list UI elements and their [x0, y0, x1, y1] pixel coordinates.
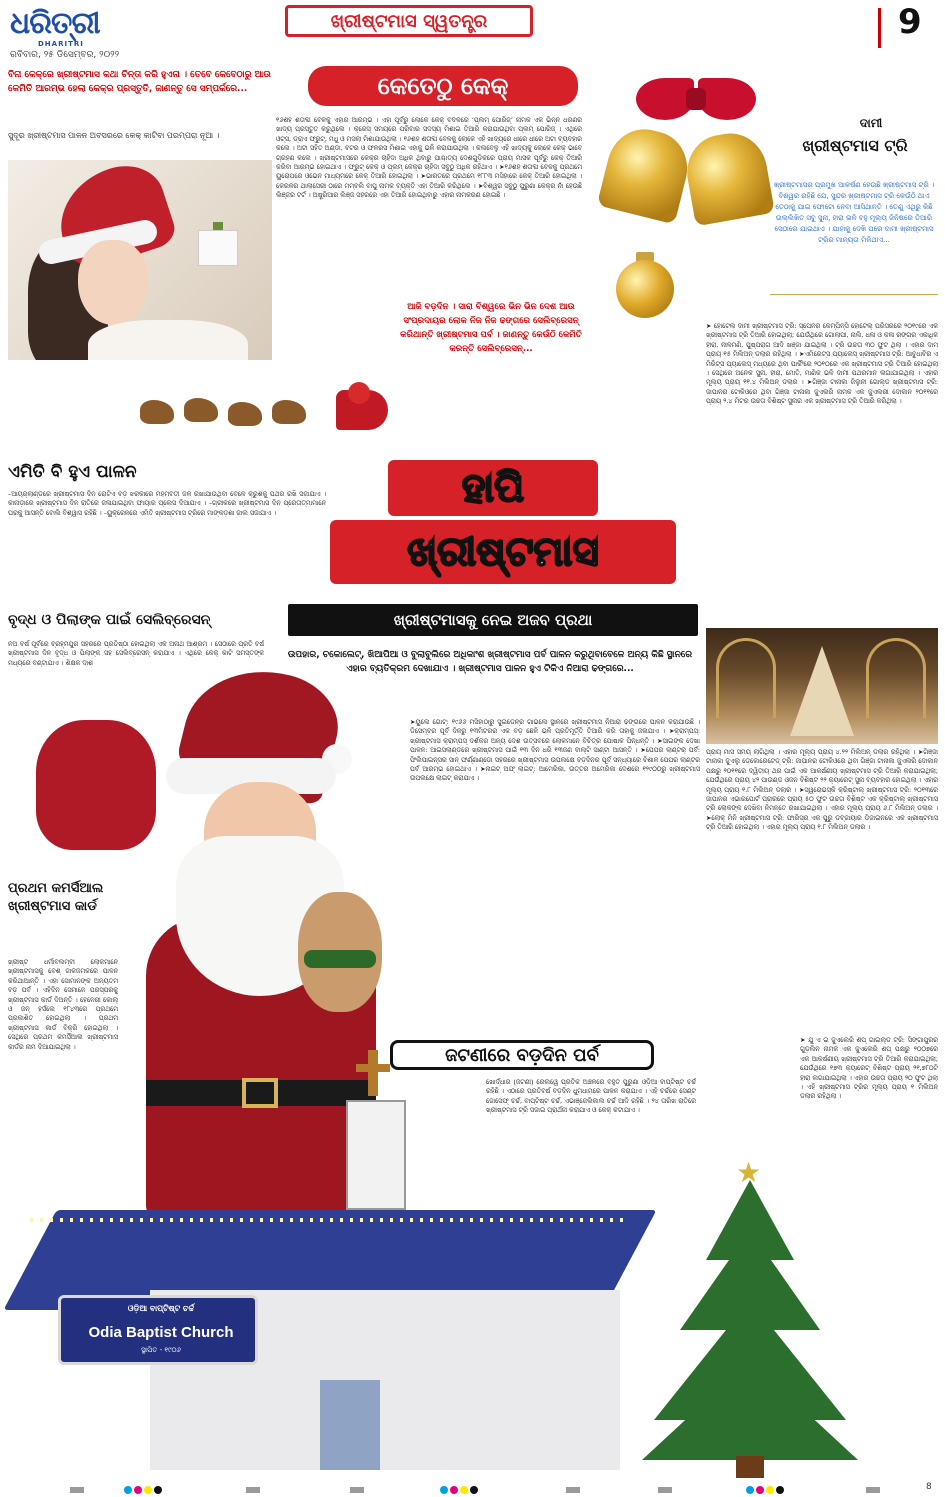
church-signboard	[58, 1295, 258, 1365]
masthead	[0, 0, 945, 64]
first-card-text: ଖ୍ରୀଷ୍ଟ ଧର୍ମାବଲମ୍ବୀ ଲୋକମାନେ ଖ୍ରୀଷ୍ଟମାସକୁ ବେଶ୍ ଜାକଜମକରେ ପାଳନ କରିଥାଆନ୍ତି । ଏହା ସୋମାନଙ୍କ ଅନ୍ୟତମ ବଡ଼ ପର୍ବ । ଏହିଦିନ ସେମାନେ ପରସ୍ପରକୁ ଖ୍ରୀଷ୍ଟମାସ କାର୍ଡ ଦିଅନ୍ତି । ହେନେରୀ କୋଲ୍ ଓ ଜନ୍ ହର୍ସଲେ ୧୮୪୩ରେ ପ୍ରଥମେ ପ୍ରକାଶିତ ହୋଇଥିଲା । ପ୍ରଥମ ଖ୍ରୀଷ୍ଟମାସ କାର୍ଡ ବିକ୍ରି ହୋଇଥିଲା । ସେଥିରେ ପ୍ରଥମ କମର୍ସିଆଲ ଖ୍ରୀଷ୍ଟମାସ କାର୍ଡର ନାମ ଦିଆଯାଇଥିଲା ।	[8, 958, 118, 1051]
church-sign-bottom: ସ୍ଥାପିତ - ୧୯୦୬	[141, 1346, 181, 1354]
section-banner: ଖ୍ରୀଷ୍ଟମାସ ସ୍ୱତନ୍ତ୍ର	[285, 5, 533, 37]
page-rule	[878, 8, 881, 48]
cake-intro-body: ସୁଦୂର ଖ୍ରୀଷ୍ଟମାସ ପାଳନ ଅବସରରେ କେକ୍ କାଟିବା ପରମ୍ପରା ନୂଆ ।	[8, 131, 220, 140]
cake-intro: ବିନା କେକ୍‌ରେ ଖ୍ରୀଷ୍ଟମାସ କଥା ଚିନ୍ତା କରି ହୁଏନା । ତେବେ କେବେଠାରୁ ଆଉ କେମିତି ଆରମ୍ଭ ହେଲା କେକ୍‌ର ପ୍ରସ୍ତୁତି, ଜାଣନ୍ତୁ ସେ ସମ୍ପର୍କରେ...	[8, 70, 271, 94]
main-headline: କେତେଠୁ କେକ୍	[308, 66, 578, 106]
first-card-heading: ପ୍ରଥମ କମର୍ସିଆଲ ଖ୍ରୀଷ୍ଟମାସ କାର୍ଡ	[8, 881, 104, 914]
expensive-tree-col3: ➤ ଯୁ ଏ ଇ ଜୁଏଲେରି ଶପ୍ ଗାଇଲ୍ଡ ଟ୍ରି: ସିଙ୍ଗାପୁରର ଗୁଡ଼ଲିନ ନାମକ ଏକ ଜୁଏଲେରି ଶପ୍ ପକ୍ଷରୁ ୨୦୦୭ରେ ଏକ ଆକର୍ଷଣୀୟ ଖ୍ରୀଷ୍ଟମାସ ଟ୍ରି ତିଆରି କରାଯାଇଥିଲା; ଯେଉଁଥିରେ ୧୭୩ କ୍ୟାରେଟ୍ ବିଶିଷ୍ଟ ପ୍ରାୟ ୨୧,୭୮୦ଟି ହୀରା ଲଗାଯାଇଥିଲା । ଏହାର ଉଚ୍ଚତା ପ୍ରାୟ ୨୦ ଫୁଟ ଥିଲା । ଏହି ଖ୍ରୀଷ୍ଟମାସ ଟ୍ରିର ମୂଲ୍ୟ ପ୍ରାୟ ୧ ମିଲିଅନ୍ ଡଲାର ରହିଥିଲା ।	[800, 1036, 938, 1101]
expensive-tree-col1: ➤ ହୋଟେଲ ଦାମୀ ଖ୍ରୀଷ୍ଟମାସ ଟ୍ରି: ସ୍ପେନର କେମ୍ପିନ୍ସି ହୋଟେଲ୍ ପରିସରରେ ୨୦୧୯ରେ ଏକ ଖ୍ରୀଷ୍ଟମାସ ଟ୍ରି ତିଆରି ହୋଇଥିଲା; ଯେଉଁଥିରେ ଗୋଲାପୀ, ନାଲି, ଧଳା ଓ କଳା ରଙ୍ଗର ଏକାଧିକ ହୀରା, ନୀଳମଣି, ପୁଷ୍ପରାଗ ଆଦି ଖଞ୍ଜା ଯାଇଥିଲା । ଟ୍ରି ଉଚ୍ଚତା ୩୦ ଫୁଟ ଥିଲା । ଏହାର ଦାମ ପ୍ରାୟ ୧୫ ମିଲିଅନ୍ ଡଲାର ରହିଥିଲା । ➤ଏମିରେଟ୍ସ ପ୍ୟାଲେସ୍ ଖ୍ରୀଷ୍ଟମାସ ଟ୍ରି: ଆବୁଧାବିର ଏ ମିରିଟ୍ସ ପ୍ୟାଲେସ୍ ମଧ୍ୟରେ ଥିବା ପାର୍କିଂରେ ୨୦୧୦ରେ ଏକ ଖ୍ରୀଷ୍ଟମାସ ଟ୍ରି ତିଆରି ହୋଇଥିଲା । ସେଥିରେ ଅନେକ ସୁନା, ହୀରା, ମୋତି, ମାଣିକ ଭଳି ଦାମୀ ପଥରମାନ ଲଗାଯାଇଥିଲା । ଏହାର ମୂଲ୍ୟ ପ୍ରାୟ ୧୧.୪ ମିଲିଅନ୍ ଡଲାର । ➤ଗିଞ୍ଜା ଟାନାକା ଜିଲୁନୀ ଗୋଲ୍ଡ ଖ୍ରୀଷ୍ଟମାସ ଟ୍ରି: ଜାପାନର ଟୋକିଓରେ ଥିବା ଗିଞ୍ଜା ଟାନାକା ଜୁଏଲରି ନାମକ ଏକ ଜୁଏଲରୀ ଦୋକାନ ୨୦୧୧ରେ ପ୍ରାୟ ୨.୪ ମିଟର ଉଚ୍ଚତା ବିଶିଷ୍ଟ ସୁନାର ଏକ ଖ୍ରୀଷ୍ଟମାସ ଟ୍ରି ତିଆରି କରିଥିଲା ।	[706, 322, 938, 406]
church-sign-top: ଓଡ଼ିଆ ବାପ୍ଟିଷ୍ଟ ଚର୍ଚ୍ଚ	[127, 1304, 195, 1313]
strange-customs-subhead: ଉପହାର, ଚକୋଲେଟ୍, ଖିଆପିଆ ଓ ବୁଲାବୁଲିରେ ଅଧିକାଂଶ ଖ୍ରୀଷ୍ଟମାସ ପର୍ବ ପାଳନ କରୁଥିବାବେଳେ ଅନ୍ୟ କିଛି ସ୍ଥାନରେ ଏହାର ବ୍ୟତିକ୍ରମ ଦେଖାଯାଏ । ଖ୍ରୀଷ୍ଟମାସ ପାଳନ ହୁଏ ଟିକିଏ ନିଆରା ଢଙ୍ଗରେ...	[287, 650, 693, 674]
expensive-tree-title-line2: ଖ୍ରୀଷ୍ଟମାସ ଟ୍ରି	[802, 136, 908, 155]
jatani-heading: ଜଟଣୀରେ ବଡ଼ଦିନ ପର୍ବ	[390, 1040, 654, 1070]
strange-customs-text: ➤ୟୁଲେ ଗୋଟ୍: ୧୯୬୬ ମସିହାଠାରୁ ସୁଇଡେନ୍‌ର ଗାଭଲେ ସ୍ଥାନରେ ଖ୍ରୀଷ୍ଟମାସ ନିଆରା ଢଙ୍ଗରେ ପାଳନ କରାଯାଉଛି । ଡିସେମ୍ବର ପୂର୍ବ ଦିନରୁ ୧୩ମିଟରର ଏକ ବଡ଼ ଛେଳି ଭଳି ପ୍ରତିମୂର୍ତ୍ତି ତିଆରି କରି ତାହାକୁ ଜଳାଯାଏ । ➤କ୍ରାମ୍‌ପସ୍: ଖ୍ରୀଷ୍ଟମାସ କ୍ରାମ୍ପସ୍ ଦର୍ଶକର ଅନ୍ୟ ଦେଶ ଉତ୍ସବରେ ଲୋକମାନେ ବିଚିତ୍ର ପୋଷାକ ପିନ୍ଧନ୍ତି । ➤ସାଇଙ୍କ ଦେଖା ପାଳନ: ଆଇସଲାଣ୍ଡରେ ଖ୍ରୀଷ୍ଟମାସ ପାଇଁ ୧୩ ଦିନ ଧରି ୧୩ଜଣ ବାଲ୍ଟି ସାଣ୍ଟା ଆସନ୍ତି । ➤ପେପର ଲାଣ୍ଟର୍ ପର୍ବ: ଫିଲିପାଇନ୍ସର ସାନ୍ ଫର୍ଣ୍ଣାଣ୍ଡୋ ସହରରେ ଖ୍ରୀଷ୍ଟମାସ ଉପଲକ୍ଷେ ବଡ଼ଦିନର ପୂର୍ବ ସନ୍ଧ୍ୟାରେ ବିଶାଳ ପେପର ଲାଣ୍ଟର ପର୍ବ ଆରମ୍ଭ ହୋଇଥାଏ । ➤ନାଇଟ୍ ଅଫ୍ ଲାଇଟ୍: ଆମେରିକା, ଉତ୍ତର ଅମେରିକା ଦେଶରେ ୧୨୯୦୦ରୁ ଖ୍ରୀଷ୍ଟମାସ ଉପଲକ୍ଷେ ଲାଇଟ୍ କରାଯାଏ ।	[410, 718, 700, 783]
expensive-tree-intro: ଖ୍ରୀଷ୍ଟମାସର ପ୍ରମୁଖ ଆକର୍ଷଣ ହେଉଛି ଖ୍ରୀଷ୍ଟମାସ ଟ୍ରି । ବିଶ୍ୱର ରହିଛି ଯେ, ସୁନ୍ଦର ଖ୍ରୀଷ୍ଟମାସ ଟ୍ରି କେଉଁଠି ଥାଏ ତେଠାକୁ ଯାଇ ଫୋଟୋ ନେବା ଆସିଥାନ୍ତି । ତେଣୁ ଏଥିରୁ କିଛି ଉଲ୍ଲିଖିତ ସବୁ ସୁନା, ହୀରା ଭଳି ବହୁ ମୂଲ୍ୟ ଜିନିଷରେ ତିଆରି ସେଠାରେ ଯାଇଥାଏ । ଯାହାକୁ ଦେଖି ପରେ ଦାମୀ ଖ୍ରୀଷ୍ଟମାସ ଟ୍ରିର ମାନ୍ୟତା ମିଳିଥାଏ...	[770, 180, 938, 295]
expensive-tree-title-line1: ଦାମୀ	[859, 116, 883, 130]
customs-heading-left: ଏମିତି ବି ହୁଏ ପାଳନ	[8, 462, 137, 482]
customs-text-left: –ଆୟର୍‌ଲାଣ୍ଡରେ ଖ୍ରୀଷ୍ଟମାସ ଦିନ ରୋଟିଏ ବଡ଼ ଝରକାରେ ମହମବତୀ ଜଳ ରଖାଯାଉଥିବା ବେଳେ କ୍ରୁଶକୁ ପଥର ରଖି ସଜାଯାଏ । କାନାଡ଼ାରେ ଖ୍ରୀଷ୍ଟମାସ ଦିନ ରାତିରେ ଜଳାଯାଇଥିବା ଫାୟାର ପ୍ଲେସ ଦିଆଯାଏ । –ଗ୍ରୀକରେ ଖ୍ରୀଷ୍ଟମାସ ଦିନ ପ୍ରେତାତ୍ମାମାନେ ଘରକୁ ଆସନ୍ତି ବୋଲି ବିଶ୍ୱାସ ରହିଛି । –ୟୁକ୍ରେନରେ ଏମିତି ଖ୍ରୀଷ୍ଟମାସ ଟ୍ରିରେ ମାଙ୍କଡ଼ଶା ଜାଲ ସଜାଯାଏ ।	[8, 490, 326, 517]
newspaper-logo-sub: DHARITRI	[38, 40, 84, 48]
happy-christmas-line2: ଖ୍ରୀଷ୍ଟମାସ	[330, 520, 676, 584]
reindeer-sleigh-graphic	[140, 388, 390, 438]
happy-christmas-line1: ହାପି	[388, 460, 598, 516]
christmas-tree-graphic	[640, 1156, 860, 1480]
star-icon: ★	[736, 1156, 762, 1189]
elderly-children-heading: ବୃଦ୍ଧ ଓ ପିଲାଙ୍କ ପାଇଁ ସେଲିବ୍ରେସନ୍	[8, 612, 211, 628]
page-number: 9	[898, 2, 922, 42]
newspaper-logo[interactable]: ଧରିତ୍ରୀ	[10, 6, 100, 41]
dateline: ରବିବାର, ୨୫ ଡିସେମ୍ବର, ୨୦୨୨	[10, 50, 120, 60]
strange-customs-heading: ଖ୍ରୀଷ୍ଟମାସକୁ ନେଇ ଅଜବ ପ୍ରଥା	[288, 604, 698, 636]
photo-mall-christmas-tree	[706, 628, 938, 744]
page-corner-number: 8	[926, 1482, 932, 1492]
photo-church	[0, 1140, 720, 1480]
color-registration-bar	[0, 1482, 945, 1497]
jatani-text: ଖୋର୍ଦ୍ଧାର (ଜଟଣୀ) ରେଲୱେ ପ୍ରତିକ ଅଞ୍ଚଳରେ ବହୁତ ପୁରୁଣା ଓଡ଼ିଆ ବାପ୍ଟିଷ୍ଟ ଚର୍ଚ୍ଚ ରହିଛି । ଏଠାରେ ପ୍ରତିବର୍ଷ ବଡ଼ଦିନ ଧୁମଧାମରେ ପାଳନ କରାଯାଏ । ଏହି ଚର୍ଚ୍ଚରେ ସେଣ୍ଟ ଜୋସେଫ୍ ଚର୍ଚ୍ଚ, ବାପ୍ଟିଷ୍ଟ ଚର୍ଚ୍ଚ, ଏଭାଞ୍ଜେଲିକାଲ ଚର୍ଚ୍ଚ ଆଦି ରହିଛି । ୨୪ ତାରିଖ ରାତିରେ ଖ୍ରୀଷ୍ଟମାସ ଟ୍ରି ସଜାଇ ପ୍ରାର୍ଥନା କରାଯାଏ ଓ କେକ୍ କଟାଯାଏ ।	[486, 1078, 696, 1115]
church-sign-name: Odia Baptist Church	[88, 1324, 234, 1341]
expensive-tree-col2: ପ୍ରାୟ ମାସ ସମୟ ଲାଗିଥିଲା । ଏହାର ମୂଲ୍ୟ ପ୍ରାୟ ୪.୨୨ ମିଲିଅନ୍ ଡଲାର ରହିଥିଲା । ➤ଗିଞ୍ଜା ଟାନାକା ଜୁଏଲୁ ଡେକୋରେଟେଡ୍ ଟ୍ରି: ଜାପାନର ଟୋକିଓରେ ଥିବା ଗିଞ୍ଜା ଟାନାକା ଜୁଏଲରି ଦୋକାନ ପକ୍ଷରୁ ୨୦୧୧ରେ ଦ୍ୱିତୀୟ ଥର ପାଇଁ ଏକ ଆକର୍ଷଣୀୟ ଖ୍ରୀଷ୍ଟମାସ ଟ୍ରି ତିଆରି କରାଯାଇଥିଲା; ଯେଉଁଥିରେ ପ୍ରାୟ ୪୨ ପାଉଣ୍ଡ ଓଜନ ବିଶିଷ୍ଟ ୨୨ କ୍ୟାରେଟ୍ ସୁନା ବ୍ୟବହାର ହୋଇଥିଲା । ଏହାର ମୂଲ୍ୟ ପ୍ରାୟ ୧.୮ ମିଲିଅନ୍ ଡଲାର । ➤ସ୍ୱରୋଭସ୍କି କ୍ରିଷ୍ଟାଲ୍ ଖ୍ରୀଷ୍ଟମାସ ଟ୍ରି: ୨୦୧୩ରେ ଜାପାନର ଏଭାରପୋର୍ଟ ପ୍ରାରରେ ପ୍ରାୟ ୫୦ ଫୁଟ ଉଚ୍ଚତା ବିଶିଷ୍ଟ ଏକ କ୍ରିଷ୍ଟାଲ୍ ଖ୍ରୀଷ୍ଟମାସ ଟ୍ରି ଲୋକଙ୍କ ଦେଖିବା ନିମନ୍ତେ ରଖାଯାଇଥିଲା । ଏହାର ମୂଲ୍ୟ ପ୍ରାୟ ୬.୮ ମିଲିଅନ୍ ଡଲାର । ➤ଲୋକ୍ ମିନି ଖ୍ରୀଷ୍ଟମାସ ଟ୍ରି: ଫାରିସ୍‌ର ଏକ ପୁରୁ ଡବ୍‌ଜାୟାର ଡିଜାଇନରେ ଏକ ଖ୍ରୀଷ୍ଟମାସ ଟ୍ରି ତିଆରି ହୋଇଥିଲା । ଏହାର ମୂଲ୍ୟ ପ୍ରାୟ ୧.୮ ମିଲିଅନ୍ ଡଲାର ।	[706, 748, 938, 832]
cake-article-body: ୧୬ଶହ ଶତାବ୍ଦୀ ବେଳକୁ ଏହାର ଆରମ୍ଭ । ଏହା ପୂର୍ବରୁ ଲୋକେ କେକ୍ ବଦଳରେ ‘ପ୍ଲମ୍ ପୋରିଜ୍’ ନାମକ ଏକ ଭିନ୍ନ ଧରଣର ଖାଦ୍ୟ ପ୍ରସ୍ତୁତ କରୁଥିଲେ । କ୍ରେସ୍ ସମୟରେ ପରିବାର ସଦସ୍ୟ ମିଶାଇ ତିଆରି କରାଯାଉଥିବା ପ୍ଲମ୍ ପୋରିଜ୍ । ଏଥିରେ ଓଟ୍ସ, ଡ୍ରାଏ ଫ୍ରୁଟ୍, ମଧୁ ଓ ମସଲା ମିଶାଯାଉଥିଲା । ୧୬ଶହ ଶତାବ୍ଦୀ ବେଳକୁ ଲୋକେ ଏହି ଖାଦ୍ୟରେ ଧୀରେ ଧୀରେ ଅଟା ବ୍ୟବହାର କଲେ । ଅଟା ସହିତ ଅଣ୍ଡା, ବଟର ଓ ଫଳରସ ମିଶାଇ ଏହାକୁ ଭଳି କରାଯାଉଥିଲା । କଲବେଳୁ ଏହି ଖାଦ୍ୟକୁ ଲୋକେ କେକ୍ ଭାବେ ଗ୍ରହଣ କଲେ । ଖ୍ରୀଷ୍ଟମାସରେ କେକ୍‌ର ଚାହିଦା ଅଧିକ ଥିବାରୁ ପାଶ୍ଚାତ୍ୟ ଦେଶଗୁଡ଼ିକରେ ପ୍ରାୟ ମାସକ ପୂର୍ବରୁ କେକ୍ ତିଆରି କରିବା ଆରମ୍ଭ ହୋଇଥାଏ । ଫ୍ରୁଟ୍ କେକ୍ ଓ ପ୍ଲମ୍ କେକ୍‌ର ଚାହିଦା ସବୁଠୁ ଅଧିକ ରହିଥାଏ । ➤୧୬ଶହ ଶତାବ୍ଦୀ ବେଳକୁ ପ୍ରଥମେ ୟୁରୋପରେ ଓଭେନ ମାଧ୍ୟମରେ କେକ୍ ତିଆରି ହୋଇଥିଲା । ➤ଭାରତରେ ପ୍ରଥମେ ୧୮୮୩ ମସିହାରେ କେକ୍ ତିଆରି ହୋଇଥିଲା । କେରଳର ଥାଲାସେରୀ ଠାରେ ମମ୍ବଲି ବାପୁ ନାମକ ବ୍ୟକ୍ତି ଏହା ତିଆରି କରିଥିଲେ । ➤ବିଶ୍ୱର ସବୁଠୁ ପୁରୁଣା କେକ୍‌ର ନାଁ ହେଉଛି ଲିଞ୍ଜର ଟର୍ଟ । ଅଷ୍ଟ୍ରିଆର ଲିଞ୍ଜ ସହରରେ ଏହା ତିଆରି ହୋଇଥିବାରୁ ଏହାର ନାମକରଣ ହୋଇଛି ।	[276, 116, 582, 200]
elderly-children-text: ନଅ ବର୍ଷ ପୂର୍ବରେ ବ୍ରହ୍ମପୁର ସହରରେ ପ୍ରତିଷ୍ଠା ହୋଇଥିଲା ଏକ ଅନାଥ ଆଶ୍ରମ । ସେଠାରେ ପ୍ରତି ବର୍ଷ ଖ୍ରୀଷ୍ଟମାସ ଦିନ ବୃଦ୍ଧ ଓ ପିଲାଙ୍କ ସହ ସେଲିବ୍ରେସନ୍ କରାଯାଏ । ଏଥିରେ କେକ୍ କାଟି ସମସ୍ତଙ୍କ ମଧ୍ୟରେ ବଣ୍ଟାଯାଏ । ଶିକ୍ଷକ ଦାଶ	[8, 640, 264, 667]
happy-christmas-title	[330, 458, 700, 588]
celebration-quote: ଆଜି ବଡ଼ଦିନ । ସାରା ବିଶ୍ୱରେ ଭିନ ଭିନ ଦେଶ ଆଉ ସଂପ୍ରଦାୟର ଲୋକ ନିଜ ନିଜ ଢଙ୍ଗରେ ସେଲିବ୍ରେସନ୍ କରିଥାନ୍ତି ଖ୍ରୀଷ୍ଟମାସ ପର୍ବ । ଜାଣନ୍ତୁ କେଉଁଠି କେମିତି କରନ୍ତି ସେଲିବ୍ରେସନ୍...	[400, 302, 582, 354]
photo-girl-santa-hat	[8, 160, 272, 360]
